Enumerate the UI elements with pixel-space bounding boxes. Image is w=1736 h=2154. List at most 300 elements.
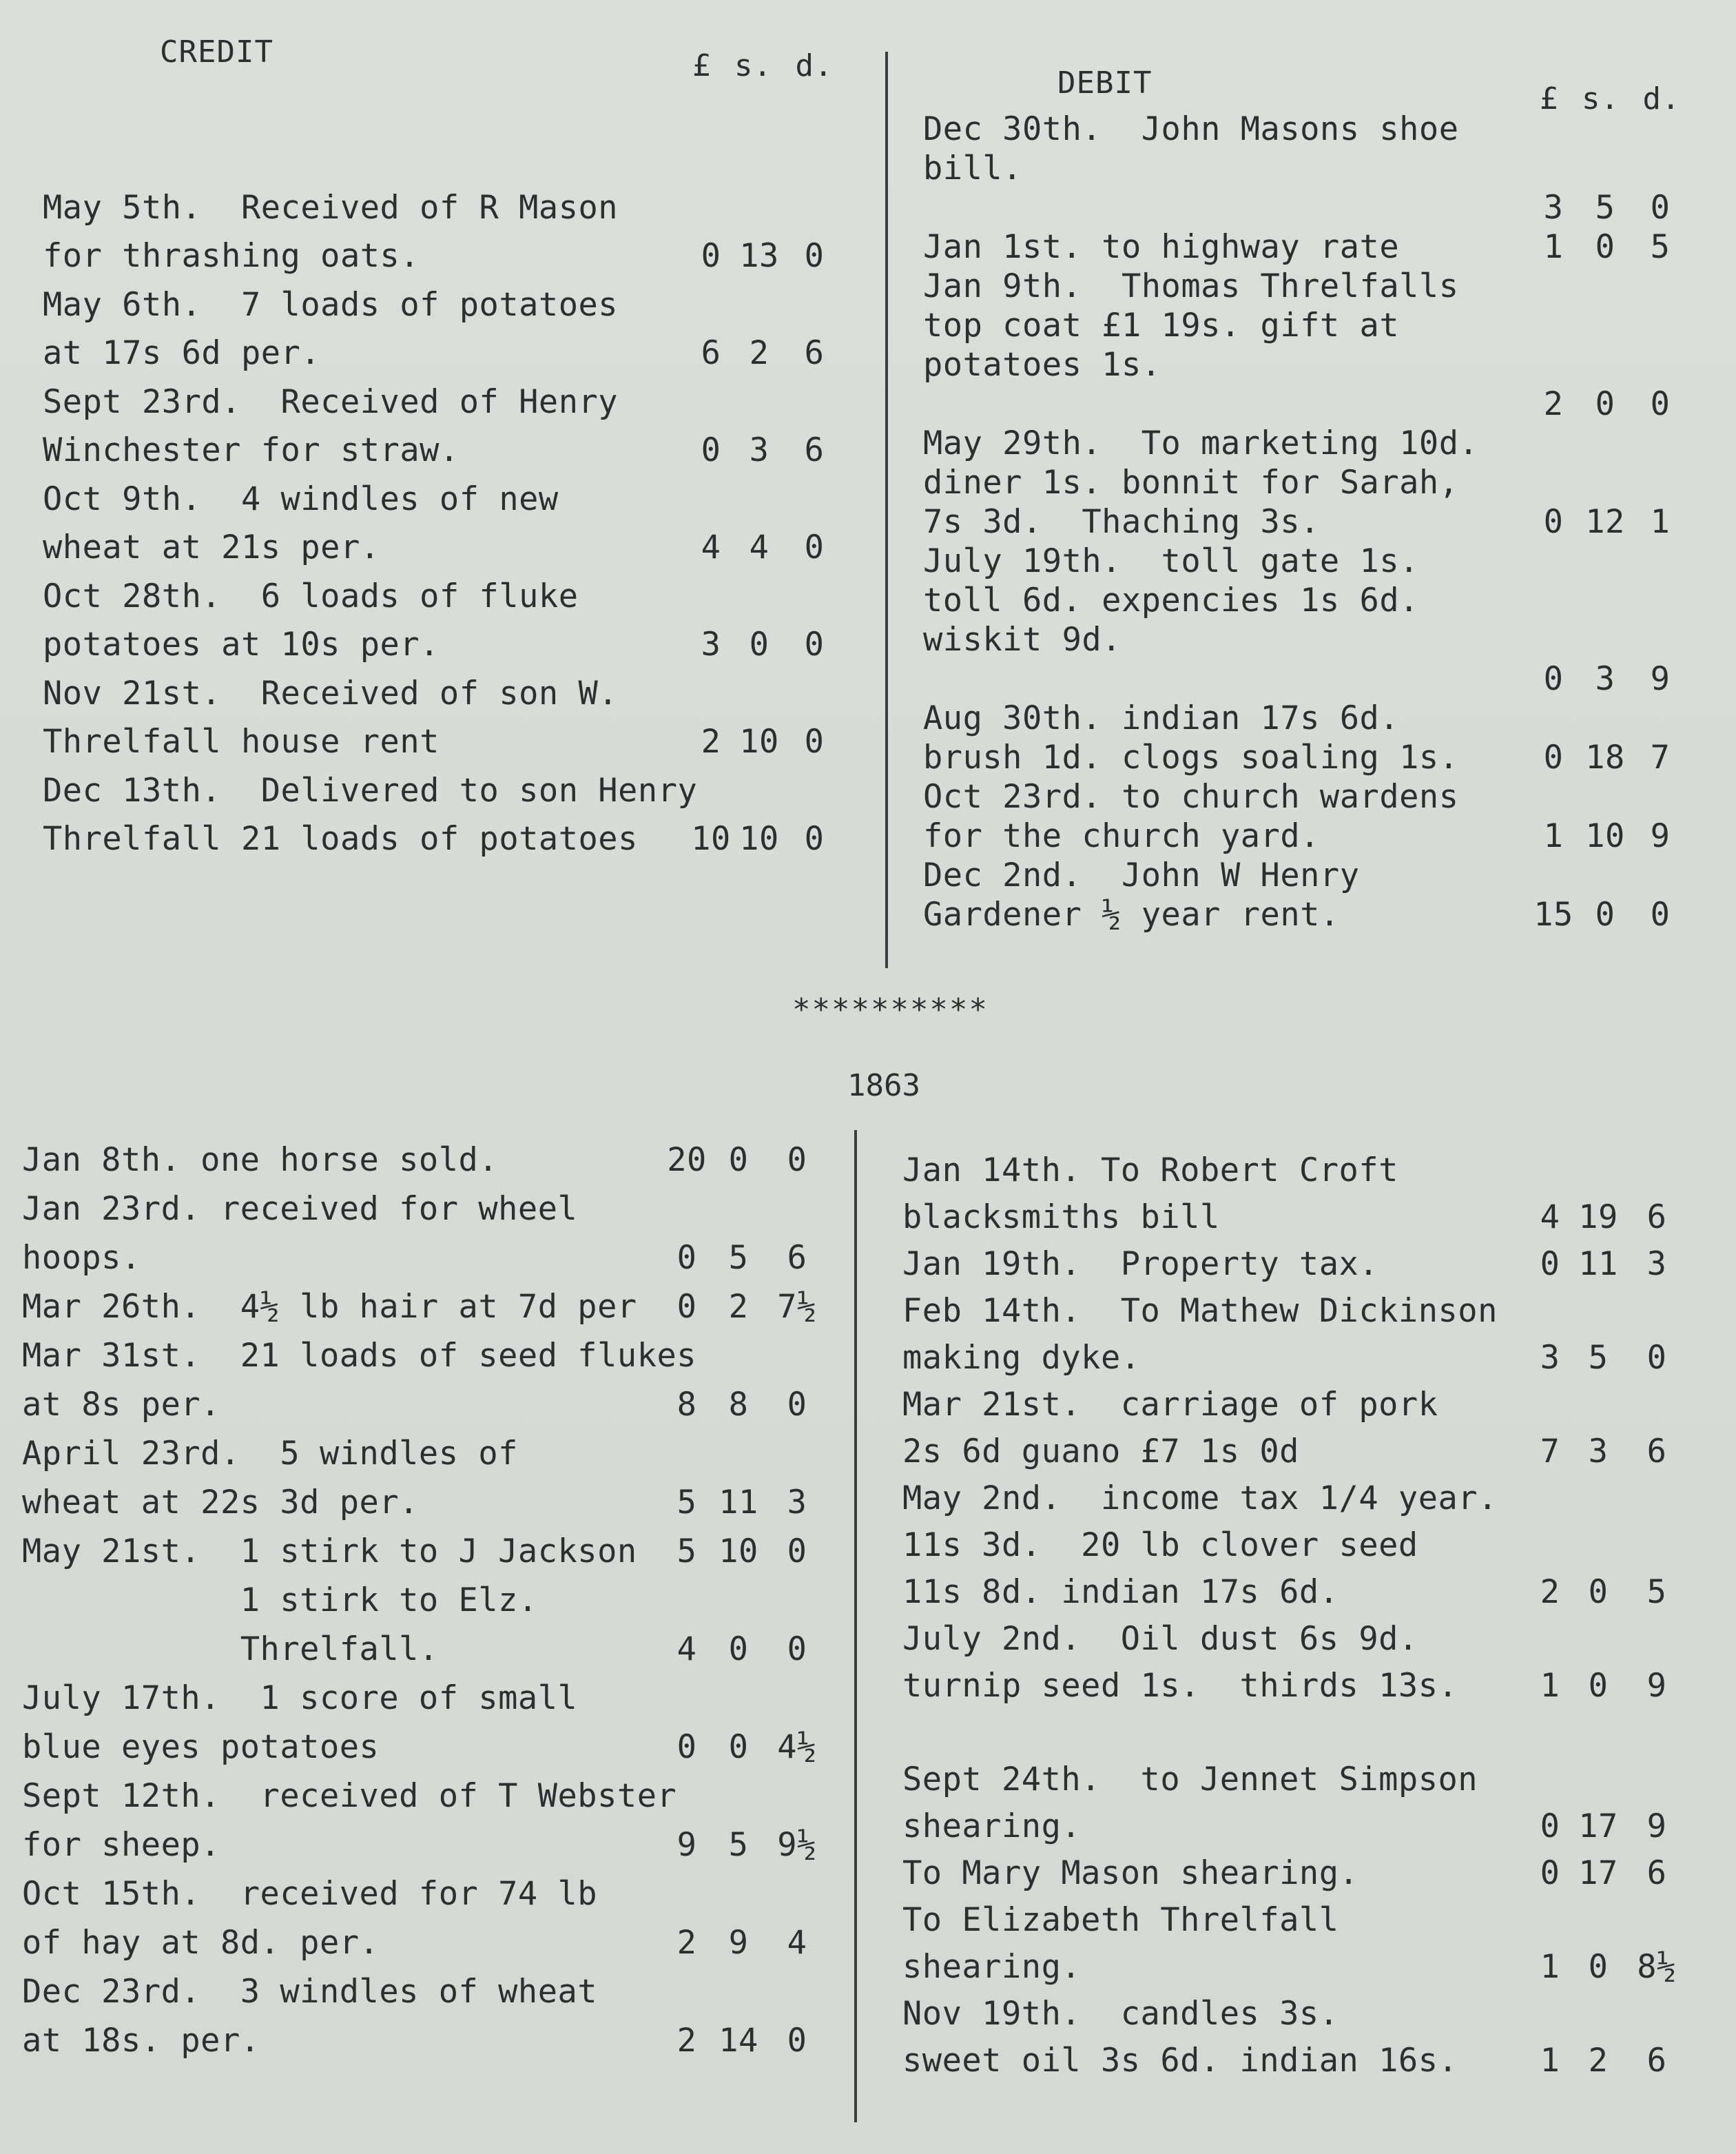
entry-amount (1529, 1198, 1688, 1236)
entry-text: To Mary Mason shearing. (902, 1854, 1359, 1892)
ledger-entry (923, 384, 1688, 423)
pounds-value: 9 (676, 1826, 697, 1864)
ledger-entry (902, 1705, 1688, 1752)
shillings-value: 5 (728, 1826, 749, 1864)
entry-amount (690, 626, 842, 664)
pounds-value: 1 (1540, 1667, 1560, 1705)
ledger-entry (43, 227, 842, 276)
entry-amount (663, 1484, 828, 1521)
entry-text: 1 stirk to Elz. (22, 1581, 538, 1619)
ledger-entry (902, 1939, 1688, 1986)
pounds-value: 0 (1540, 1807, 1560, 1845)
pounds-value: 2 (1540, 1573, 1560, 1611)
entry-amount (690, 431, 842, 469)
shillings-value: 5 (1595, 189, 1615, 227)
shillings-value: 9 (728, 1924, 749, 1962)
entry-amount (663, 1924, 828, 1962)
pounds-value: 5 (676, 1532, 697, 1570)
ledger-entry (22, 1717, 828, 1766)
entry-amount (1529, 1245, 1688, 1283)
pence-value: 4 (787, 1924, 807, 1962)
entry-text: Dec 2nd. John W Henry (923, 857, 1360, 894)
entry-text: July 17th. 1 score of small (22, 1679, 578, 1717)
shillings-value: 10 (1585, 817, 1625, 855)
entry-amount (1529, 189, 1688, 227)
ledger-entry (902, 1283, 1688, 1330)
entry-text: diner 1s. bonnit for Sarah, (923, 464, 1459, 502)
ledger-entry (923, 580, 1688, 619)
pence-value: 9½ (777, 1826, 817, 1864)
section1-credit-column (43, 178, 842, 858)
entry-amount (1529, 1948, 1688, 1986)
entry-text: To Elizabeth Threlfall (902, 1901, 1339, 1939)
entry-amount (663, 2022, 828, 2060)
ledger-entry (902, 1377, 1688, 1424)
entry-amount (1529, 1807, 1688, 1845)
ledger-entry (902, 1845, 1688, 1892)
entry-text: bill. (923, 150, 1022, 187)
entry-text: Aug 30th. indian 17s 6d. (923, 699, 1400, 737)
entry-amount (663, 1141, 828, 1179)
pence-value: 7½ (777, 1288, 817, 1326)
ledger-entry (43, 566, 842, 615)
pounds-value: 3 (701, 626, 721, 664)
shillings-value: 18 (1585, 739, 1625, 777)
entry-amount (1529, 896, 1688, 934)
entry-amount (690, 334, 842, 372)
pounds-value: 5 (676, 1484, 697, 1521)
entry-text: Jan 23rd. received for wheel (22, 1190, 578, 1228)
ledger-entry (22, 1424, 828, 1473)
shillings-value: 14 (719, 2022, 758, 2060)
entry-amount (663, 1728, 828, 1766)
pence-value: 6 (1646, 2042, 1667, 2080)
pence-value: 1 (1650, 503, 1671, 541)
shillings-value: 10 (719, 1532, 758, 1570)
ledger-entry (43, 324, 842, 373)
pounds-value: 0 (676, 1728, 697, 1766)
ledger-entry (43, 810, 842, 859)
ledger-entry (923, 855, 1688, 894)
entry-amount (690, 723, 842, 761)
pence-value: 6 (804, 334, 825, 372)
entry-text: Oct 15th. received for 74 lb (22, 1875, 598, 1913)
ledger-entry (923, 737, 1688, 777)
pounds-value: 0 (1543, 660, 1564, 698)
pounds-value: 1 (1543, 228, 1564, 266)
entry-text: potatoes 1s. (923, 346, 1161, 384)
ledger-entry (902, 1189, 1688, 1236)
entry-text: wiskit 9d. (923, 621, 1122, 659)
ledger-entry (923, 698, 1688, 737)
ledger-entry (923, 777, 1688, 816)
pounds-value: 3 (1540, 1339, 1560, 1377)
ledger-entry (22, 1326, 828, 1375)
entry-text: Nov 19th. candles 3s. (902, 1995, 1339, 2033)
entry-text: April 23rd. 5 windles of (22, 1435, 518, 1473)
entry-amount (690, 237, 842, 275)
entry-text: making dyke. (902, 1339, 1141, 1377)
pence-value: 0 (787, 1532, 807, 1570)
pence-value: 0 (787, 1386, 807, 1424)
shillings-value: 11 (719, 1484, 758, 1521)
pence-value: 0 (804, 626, 825, 664)
ledger-entry (902, 1658, 1688, 1705)
shillings-value: 0 (1595, 896, 1615, 934)
shillings-value: 5 (1588, 1339, 1609, 1377)
entry-text: Jan 9th. Thomas Threlfalls (923, 267, 1459, 305)
entry-amount (1529, 2042, 1688, 2080)
shillings-value: 10 (739, 820, 779, 858)
pounds-value: 0 (676, 1239, 697, 1277)
pounds-value: 2 (676, 1924, 697, 1962)
ledger-entry (902, 2033, 1688, 2080)
entry-text: blue eyes potatoes (22, 1728, 380, 1766)
debit-money-header: £ s. d. (1540, 81, 1681, 116)
ledger-entry (43, 421, 842, 470)
entry-text: Dec 30th. John Masons shoe (923, 110, 1459, 148)
entry-amount (1529, 1339, 1688, 1377)
ledger-entry (22, 1179, 828, 1228)
pence-value: 9 (1646, 1667, 1667, 1705)
entry-amount (1529, 1854, 1688, 1892)
pounds-value: 4 (1540, 1198, 1560, 1236)
shillings-value: 11 (1578, 1245, 1618, 1283)
entry-text: Threlfall. (22, 1630, 439, 1668)
ledger-entry (22, 1375, 828, 1424)
entry-text: wheat at 22s 3d per. (22, 1484, 419, 1521)
pence-value: 6 (1646, 1854, 1667, 1892)
pence-value: 0 (1650, 896, 1671, 934)
ledger-entry (902, 1236, 1688, 1283)
pounds-value: 4 (701, 529, 721, 566)
ledger-entry (43, 664, 842, 712)
pence-value: 9 (1646, 1807, 1667, 1845)
shillings-value: 17 (1578, 1807, 1618, 1845)
entry-text: at 18s. per. (22, 2022, 260, 2060)
entry-text: May 2nd. income tax 1/4 year. (902, 1479, 1498, 1517)
section-divider: ********** (792, 992, 989, 1027)
entry-text: Nov 21st. Received of son W. (43, 674, 619, 712)
entry-text: July 2nd. Oil dust 6s 9d. (902, 1620, 1418, 1658)
ledger-entry (22, 1668, 828, 1717)
entry-amount (663, 1532, 828, 1570)
section2-credit-column (22, 1130, 828, 2060)
entry-text: for the church yard. (923, 817, 1320, 855)
ledger-entry (22, 1619, 828, 1668)
ledger-entry (923, 462, 1688, 502)
ledger-entry (923, 894, 1688, 934)
pounds-value: 6 (701, 334, 721, 372)
shillings-value: 0 (728, 1141, 749, 1179)
pounds-value: 0 (701, 431, 721, 469)
ledger-entry (923, 345, 1688, 384)
entry-amount (663, 1288, 828, 1326)
ledger-entry (923, 305, 1688, 345)
ledger-entry (923, 659, 1688, 698)
ledger-entry (923, 816, 1688, 855)
entry-text: Dec 23rd. 3 windles of wheat (22, 1973, 598, 2011)
shillings-value: 3 (1588, 1433, 1609, 1470)
ledger-entry (902, 1470, 1688, 1517)
pounds-value: 2 (701, 723, 721, 761)
pence-value: 0 (804, 529, 825, 566)
shillings-value: 0 (728, 1630, 749, 1668)
pence-value: 0 (1650, 189, 1671, 227)
pounds-value: 3 (1543, 189, 1564, 227)
pence-value: 3 (787, 1484, 807, 1521)
entry-text: blacksmiths bill (902, 1198, 1220, 1236)
ledger-entry (923, 423, 1688, 462)
entry-text: Oct 9th. 4 windles of new (43, 480, 559, 518)
entry-amount (663, 1630, 828, 1668)
entry-text: Gardener ½ year rent. (923, 896, 1340, 934)
pence-value: 6 (804, 431, 825, 469)
entry-text: Mar 31st. 21 loads of seed flukes (22, 1337, 697, 1375)
entry-text: Threlfall 21 loads of potatoes (43, 820, 638, 858)
shillings-value: 19 (1578, 1198, 1618, 1236)
entry-text: 2s 6d guano £7 1s 0d (902, 1433, 1299, 1470)
ledger-entry (22, 1815, 828, 1864)
ledger-entry (902, 1142, 1688, 1189)
column-divider-top (885, 52, 888, 968)
pence-value: 0 (787, 1141, 807, 1179)
ledger-entry (22, 1570, 828, 1619)
pence-value: 9 (1650, 817, 1671, 855)
pence-value: 0 (1646, 1339, 1667, 1377)
entry-text: hoops. (22, 1239, 141, 1277)
entry-amount (1529, 228, 1688, 266)
section1-debit-column (923, 109, 1688, 934)
entry-text: Mar 21st. carriage of pork (902, 1386, 1438, 1424)
entry-text: Sept 23rd. Received of Henry (43, 382, 619, 421)
entry-text: for sheep. (22, 1826, 220, 1864)
entry-amount (1529, 385, 1688, 423)
pence-value: 8½ (1637, 1948, 1677, 1986)
credit-money-header: £ s. d. (692, 48, 834, 83)
ledger-entry (902, 1798, 1688, 1845)
shillings-value: 2 (728, 1288, 749, 1326)
pounds-value: 0 (1543, 739, 1564, 777)
entry-amount (690, 529, 842, 566)
shillings-value: 2 (1588, 2042, 1609, 2080)
entry-text: shearing. (902, 1807, 1082, 1845)
entry-text: Mar 26th. 4½ lb hair at 7d per (22, 1288, 637, 1326)
entry-text: Winchester for straw. (43, 431, 459, 469)
entry-amount (1529, 503, 1688, 541)
pence-value: 3 (1646, 1245, 1667, 1283)
entry-text: 7s 3d. Thaching 3s. (923, 503, 1320, 541)
entry-amount (663, 1386, 828, 1424)
shillings-value: 0 (1588, 1948, 1609, 1986)
entry-text: Jan 1st. to highway rate (923, 228, 1400, 266)
ledger-entry (923, 541, 1688, 580)
shillings-value: 4 (749, 529, 769, 566)
entry-text: wheat at 21s per. (43, 529, 380, 566)
ledger-entry (923, 227, 1688, 266)
entry-text: Oct 23rd. to church wardens (923, 778, 1459, 816)
pence-value: 6 (787, 1239, 807, 1277)
ledger-entry (902, 1330, 1688, 1377)
pence-value: 6 (1646, 1433, 1667, 1470)
ledger-entry (902, 1986, 1688, 2033)
pence-value: 4½ (777, 1728, 817, 1766)
entry-text: potatoes at 10s per. (43, 626, 440, 664)
credit-header: CREDIT (160, 34, 273, 70)
pounds-value: 0 (1540, 1854, 1560, 1892)
pence-value: 0 (804, 723, 825, 761)
ledger-entry (22, 2011, 828, 2060)
ledger-entry (22, 1962, 828, 2011)
entry-text: Oct 28th. 6 loads of fluke (43, 577, 579, 615)
pounds-value: 4 (676, 1630, 697, 1668)
pounds-value: 0 (1543, 503, 1564, 541)
pence-value: 0 (787, 2022, 807, 2060)
entry-amount (663, 1239, 828, 1277)
entry-text: July 19th. toll gate 1s. (923, 542, 1419, 580)
entry-text: at 8s per. (22, 1386, 220, 1424)
column-divider-bottom (854, 1130, 857, 2122)
entry-text: 11s 3d. 20 lb clover seed (902, 1526, 1418, 1564)
year-heading: 1863 (847, 1068, 920, 1103)
pounds-value: 10 (691, 820, 731, 858)
ledger-entry (43, 615, 842, 664)
entry-text: at 17s 6d per. (43, 334, 321, 372)
pounds-value: 1 (1540, 2042, 1560, 2080)
entry-text: for thrashing oats. (43, 237, 420, 275)
ledger-entry (22, 1913, 828, 1962)
entry-text: of hay at 8d. per. (22, 1924, 380, 1962)
pounds-value: 1 (1540, 1948, 1560, 1986)
ledger-entry (22, 1766, 828, 1815)
entry-text: May 5th. Received of R Mason (43, 188, 619, 227)
shillings-value: 0 (1588, 1573, 1609, 1611)
shillings-value: 5 (728, 1239, 749, 1277)
entry-amount (690, 820, 842, 858)
entry-text: Sept 12th. received of T Webster (22, 1777, 677, 1815)
ledger-entry (22, 1864, 828, 1913)
entry-amount (1529, 660, 1688, 698)
pounds-value: 15 (1533, 896, 1573, 934)
ledger-entry (22, 1130, 828, 1179)
entry-text: Jan 14th. To Robert Croft (902, 1151, 1398, 1189)
shillings-value: 10 (739, 723, 779, 761)
shillings-value: 8 (728, 1386, 749, 1424)
entry-text: turnip seed 1s. thirds 13s. (902, 1667, 1458, 1705)
entry-text: Jan 8th. one horse sold. (22, 1141, 499, 1179)
ledger-entry (43, 275, 842, 324)
entry-text: toll 6d. expencies 1s 6d. (923, 582, 1419, 619)
shillings-value: 0 (728, 1728, 749, 1766)
ledger-entry (923, 266, 1688, 305)
shillings-value: 0 (1595, 385, 1615, 423)
shillings-value: 12 (1585, 503, 1625, 541)
pence-value: 0 (1650, 385, 1671, 423)
ledger-entry (43, 712, 842, 761)
entry-text: May 21st. 1 stirk to J Jackson (22, 1532, 637, 1570)
shillings-value: 17 (1578, 1854, 1618, 1892)
pence-value: 9 (1650, 660, 1671, 698)
entry-text: 11s 8d. indian 17s 6d. (902, 1573, 1339, 1611)
entry-text: Feb 14th. To Mathew Dickinson (902, 1292, 1498, 1330)
entry-amount (1529, 739, 1688, 777)
entry-text: May 29th. To marketing 10d. (923, 424, 1479, 462)
pounds-value: 2 (1543, 385, 1564, 423)
entry-text: Sept 24th. to Jennet Simpson (902, 1761, 1478, 1798)
pounds-value: 0 (676, 1288, 697, 1326)
pence-value: 5 (1646, 1573, 1667, 1611)
debit-header: DEBIT (1057, 65, 1153, 101)
pence-value: 0 (804, 820, 825, 858)
entry-amount (1529, 817, 1688, 855)
ledger-entry (22, 1277, 828, 1326)
pounds-value: 1 (1543, 817, 1564, 855)
entry-amount (1529, 1573, 1688, 1611)
shillings-value: 13 (739, 237, 779, 275)
ledger-entry (43, 178, 842, 227)
ledger-entry (902, 1892, 1688, 1939)
section2-debit-column (902, 1142, 1688, 2080)
ledger-entry (43, 372, 842, 421)
ledger-entry (902, 1564, 1688, 1611)
ledger-entry (43, 518, 842, 567)
shillings-value: 0 (1588, 1667, 1609, 1705)
entry-text: brush 1d. clogs soaling 1s. (923, 739, 1459, 777)
entry-text: May 6th. 7 loads of potatoes (43, 285, 619, 324)
pounds-value: 7 (1540, 1433, 1560, 1470)
pence-value: 5 (1650, 228, 1671, 266)
entry-amount (1529, 1667, 1688, 1705)
ledger-entry (923, 502, 1688, 541)
ledger-entry (43, 761, 842, 810)
pence-value: 0 (804, 237, 825, 275)
shillings-value: 3 (749, 431, 769, 469)
entry-amount (1529, 1433, 1688, 1470)
ledger-entry (923, 148, 1688, 187)
entry-text: Jan 19th. Property tax. (902, 1245, 1379, 1283)
ledger-entry (22, 1228, 828, 1277)
ledger-entry (923, 187, 1688, 227)
pounds-value: 8 (676, 1386, 697, 1424)
entry-text: shearing. (902, 1948, 1082, 1986)
pounds-value: 2 (676, 2022, 697, 2060)
entry-amount (663, 1826, 828, 1864)
ledger-entry (902, 1517, 1688, 1564)
entry-text: Dec 13th. Delivered to son Henry (43, 771, 698, 810)
shillings-value: 2 (749, 334, 769, 372)
ledger-entry (22, 1521, 828, 1570)
ledger-entry (902, 1752, 1688, 1798)
entry-text: Threlfall house rent (43, 723, 440, 761)
entry-text: sweet oil 3s 6d. indian 16s. (902, 2042, 1458, 2080)
pounds-value: 0 (701, 237, 721, 275)
pence-value: 7 (1650, 739, 1671, 777)
shillings-value: 0 (1595, 228, 1615, 266)
ledger-entry (902, 1424, 1688, 1470)
pence-value: 0 (787, 1630, 807, 1668)
ledger-entry (902, 1611, 1688, 1658)
entry-text: top coat £1 19s. gift at (923, 307, 1400, 345)
ledger-entry (43, 469, 842, 518)
shillings-value: 0 (749, 626, 769, 664)
ledger-entry (923, 619, 1688, 659)
ledger-entry (923, 109, 1688, 148)
pounds-value: 0 (1540, 1245, 1560, 1283)
ledger-entry (22, 1473, 828, 1521)
pounds-value: 20 (667, 1141, 707, 1179)
pence-value: 6 (1646, 1198, 1667, 1236)
shillings-value: 3 (1595, 660, 1615, 698)
